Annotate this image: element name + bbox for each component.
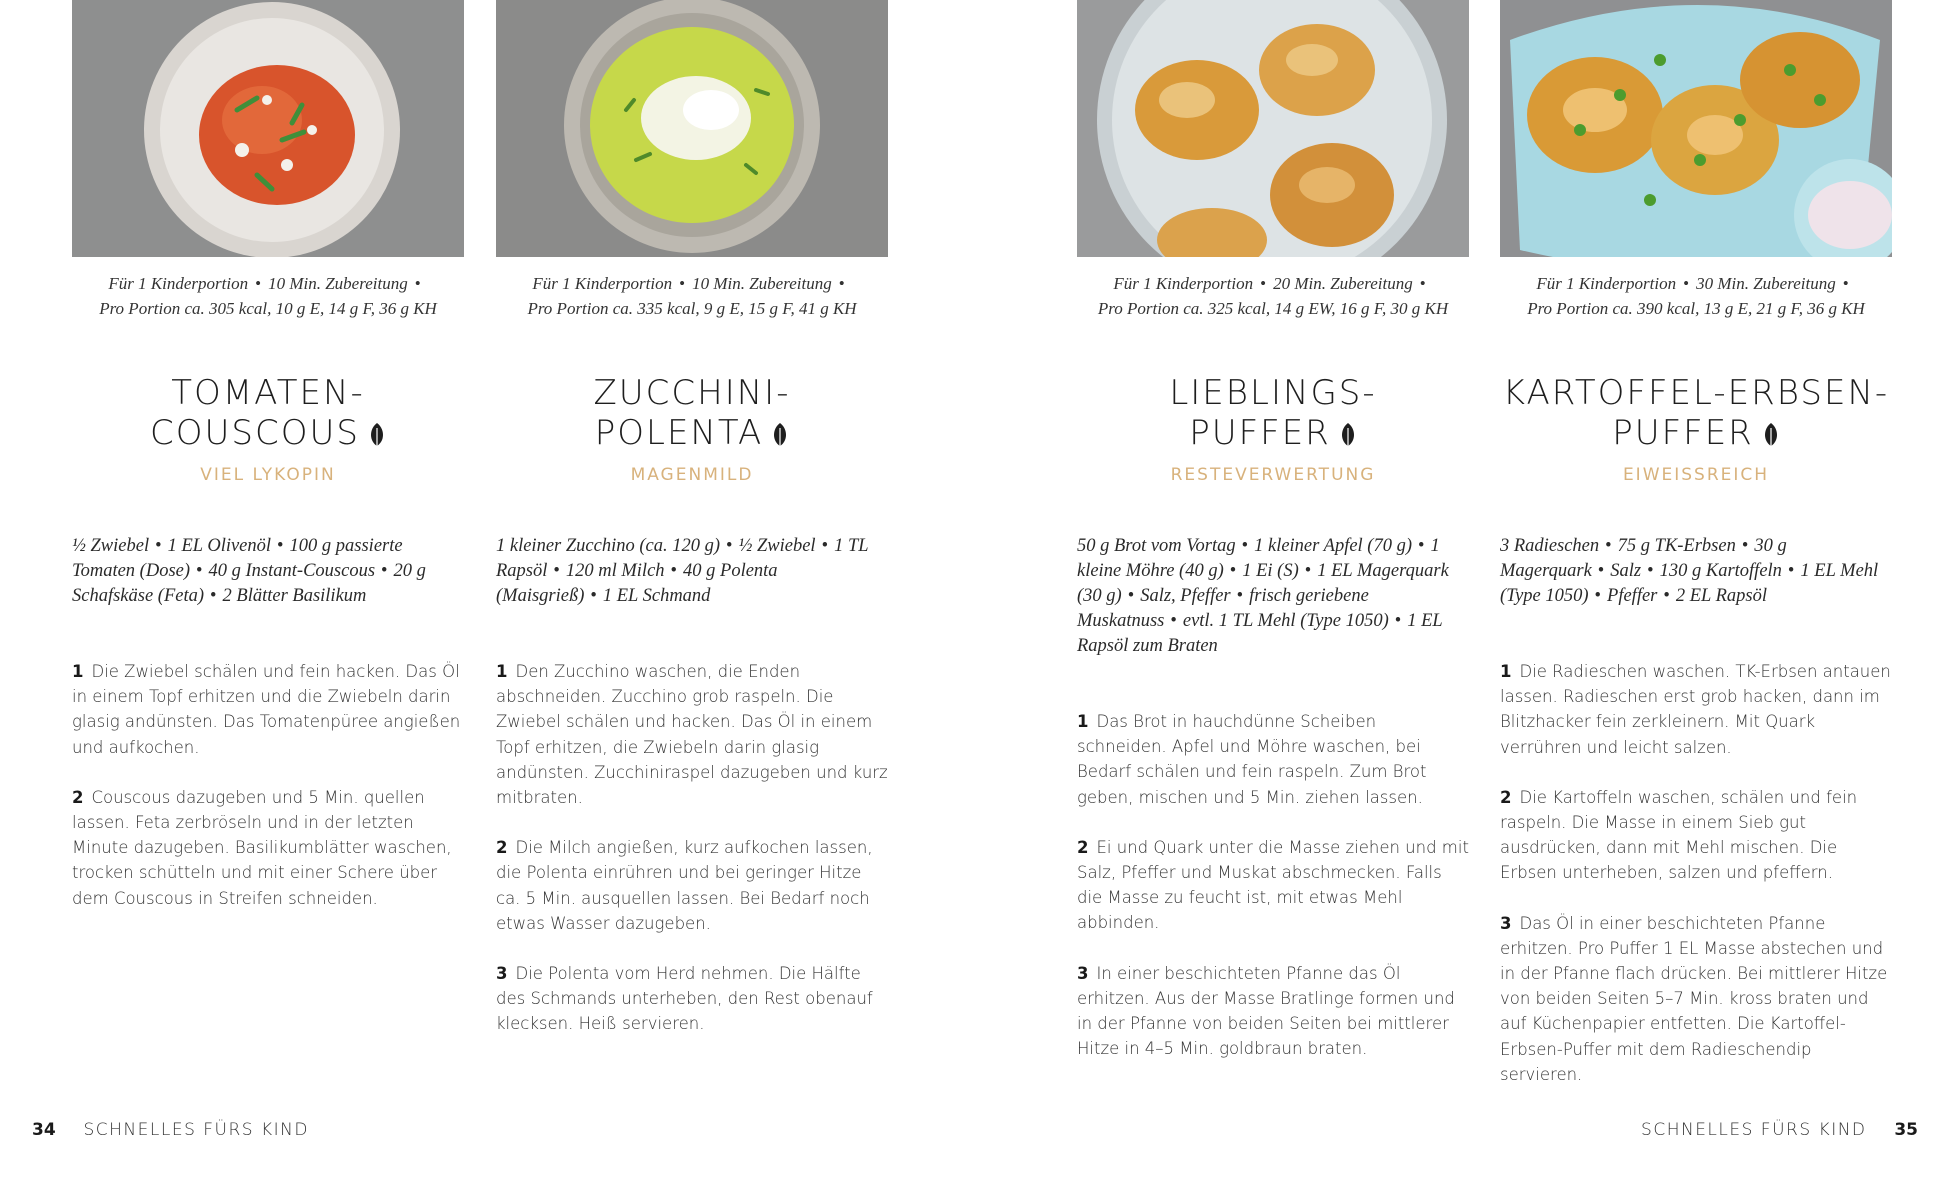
recipe-step: 2 Couscous dazugeben und 5 Min. quellen lassen. Feta zerbröseln und in der letzten Minute dazugeben. Basilikumblätter waschen, trocken schütteln und mit einer Schere über dem Couscous in Streifen schneiden.: [72, 787, 452, 908]
recipe-title: ZUCCHINI- POLENTA: [593, 373, 791, 453]
recipe-steps: [1500, 659, 1892, 1087]
recipe-step: 1 Die Radieschen waschen. TK-Erbsen antauen lassen. Radieschen erst grob hacken, dann im Blitzhacker fein zerkleinern. Mit Quark verrühren und leicht salzen.: [1500, 662, 1891, 757]
recipe-lieblings-puffer: [1077, 0, 1469, 1086]
leaf-icon: [1762, 421, 1780, 449]
recipe-tag: EIWEISSREICH: [1622, 465, 1770, 485]
recipe-steps: [72, 659, 464, 911]
recipe-tomaten-couscous: [72, 0, 464, 936]
recipe-steps: [1077, 709, 1469, 1061]
recipe-title: TOMATEN- COUSCOUS: [72, 373, 464, 453]
recipe-photo-couscous: [72, 0, 464, 257]
recipe-meta: Für 1 Kinderportion • 10 Min. Zubereitung • Pro Portion ca. 305 kcal, 10 g E, 14 g F, 36 g KH: [99, 274, 437, 318]
polenta-bowl-image: [496, 0, 888, 257]
recipe-step: 3 Das Öl in einer beschichteten Pfanne erhitzen. Pro Puffer 1 EL Masse abstechen und in der Pfanne flach drücken. Bei mittlerer Hitze von beiden Seiten 5–7 Min. kross braten und auf Küchenpapier entfetten. Die Kartoffel-Erbsen-Puffer mit dem Radieschendip servieren.: [1500, 913, 1888, 1084]
puffer-plate-image: [1077, 0, 1469, 257]
recipe-title: KARTOFFEL-ERBSEN- PUFFER: [1502, 373, 1890, 453]
recipe-meta: Für 1 Kinderportion • 30 Min. Zubereitung • Pro Portion ca. 390 kcal, 13 g E, 21 g F, 36 g KH: [1527, 274, 1865, 318]
recipe-step: 2 Die Kartoffeln waschen, schälen und fein raspeln. Die Masse in einem Sieb gut ausdrücken, dann mit Mehl mischen. Die Erbsen unterheben, salzen und pfeffern.: [1500, 787, 1858, 883]
recipe-steps: [496, 659, 888, 1037]
recipe-tag: VIEL LYKOPIN: [200, 465, 336, 485]
right-page-footer: [1641, 1120, 1918, 1140]
recipe-zucchini-polenta: [496, 0, 888, 1062]
page-number-right: 35: [1894, 1120, 1918, 1140]
section-title-left: SCHNELLES FÜRS KIND: [83, 1120, 309, 1140]
recipe-tag: RESTEVERWERTUNG: [1170, 465, 1376, 485]
recipe-step: 1 Den Zucchino waschen, die Enden abschneiden. Zucchino grob raspeln. Die Zwiebel schälen und hacken. Das Öl in einem Topf erhitzen, die Zwiebeln darin glasig andünsten. Zucchiniraspel dazugeben und kurz mitbraten.: [496, 662, 888, 808]
recipe-step: 3 In einer beschichteten Pfanne das Öl erhitzen. Aus der Masse Bratlinge formen und in der Pfanne von beiden Seiten bei mittlerer Hitze in 4–5 Min. goldbraun braten.: [1077, 963, 1455, 1059]
section-title-right: SCHNELLES FÜRS KIND: [1641, 1120, 1867, 1140]
left-page-footer: [32, 1120, 309, 1140]
recipe-step: 3 Die Polenta vom Herd nehmen. Die Hälfte des Schmands unterheben, den Rest obenauf klecksen. Heiß servieren.: [496, 964, 873, 1034]
recipe-kartoffel-erbsen-puffer: [1500, 0, 1892, 1112]
ingredient-list: 50 g Brot vom Vortag • 1 kleiner Apfel (70 g) • 1 kleine Möhre (40 g) • 1 Ei (S) • 1 EL Magerquark (30 g) • Salz, Pfeffer • frisch geriebene Muskatnuss • evtl. 1 TL Mehl (Type 1050) • 1 EL Rapsöl zum Braten: [1077, 536, 1449, 656]
recipe-photo-polenta: [496, 0, 888, 257]
leaf-icon: [1339, 421, 1357, 449]
recipe-step: 1 Die Zwiebel schälen und fein hacken. Das Öl in einem Topf erhitzen und die Zwiebeln darin glasig andünsten. Das Tomatenpüree angießen und aufkochen.: [72, 662, 461, 757]
recipe-step: 2 Ei und Quark unter die Masse ziehen und mit Salz, Pfeffer und Muskat abschmecken. Falls die Masse zu feucht ist, mit etwas Mehl abbinden.: [1077, 837, 1469, 933]
recipe-title: LIEBLINGS- PUFFER: [1169, 373, 1377, 453]
page-number-left: 34: [32, 1120, 56, 1140]
recipe-photo-lieblingspuffer: [1077, 0, 1469, 257]
ingredient-list: 3 Radieschen • 75 g TK-Erbsen • 30 g Magerquark • Salz • 130 g Kartoffeln • 1 EL Mehl (Type 1050) • Pfeffer • 2 EL Rapsöl: [1500, 536, 1879, 606]
couscous-plate-image: [72, 0, 464, 257]
recipe-photo-kartoffelpuffer: [1500, 0, 1892, 257]
recipe-tag: MAGENMILD: [630, 465, 754, 485]
recipe-step: 2 Die Milch angießen, kurz aufkochen lassen, die Polenta einrühren und bei geringer Hitze ca. 5 Min. ausquellen lassen. Bei Bedarf noch etwas Wasser dazugeben.: [496, 838, 873, 933]
kartoffelpuffer-plate-image: [1500, 0, 1892, 257]
recipe-meta: Für 1 Kinderportion • 20 Min. Zubereitung • Pro Portion ca. 325 kcal, 14 g EW, 16 g F, 30 g KH: [1097, 274, 1449, 318]
ingredient-list: 1 kleiner Zucchino (ca. 120 g) • ½ Zwiebel • 1 TL Rapsöl • 120 ml Milch • 40 g Polenta (Maisgrieß) • 1 EL Schmand: [496, 536, 869, 606]
ingredient-list: ½ Zwiebel • 1 EL Olivenöl • 100 g passierte Tomaten (Dose) • 40 g Instant-Couscous • 20 g Schafskäse (Feta) • 2 Blätter Basilikum: [72, 536, 426, 606]
leaf-icon: [368, 421, 386, 449]
leaf-icon: [771, 421, 789, 449]
recipe-step: 1 Das Brot in hauchdünne Scheiben schneiden. Apfel und Möhre waschen, bei Bedarf schälen und fein raspeln. Zum Brot geben, mischen und 5 Min. ziehen lassen.: [1077, 712, 1427, 807]
recipe-meta: Für 1 Kinderportion • 10 Min. Zubereitung • Pro Portion ca. 335 kcal, 9 g E, 15 g F, 41 g KH: [527, 274, 857, 318]
